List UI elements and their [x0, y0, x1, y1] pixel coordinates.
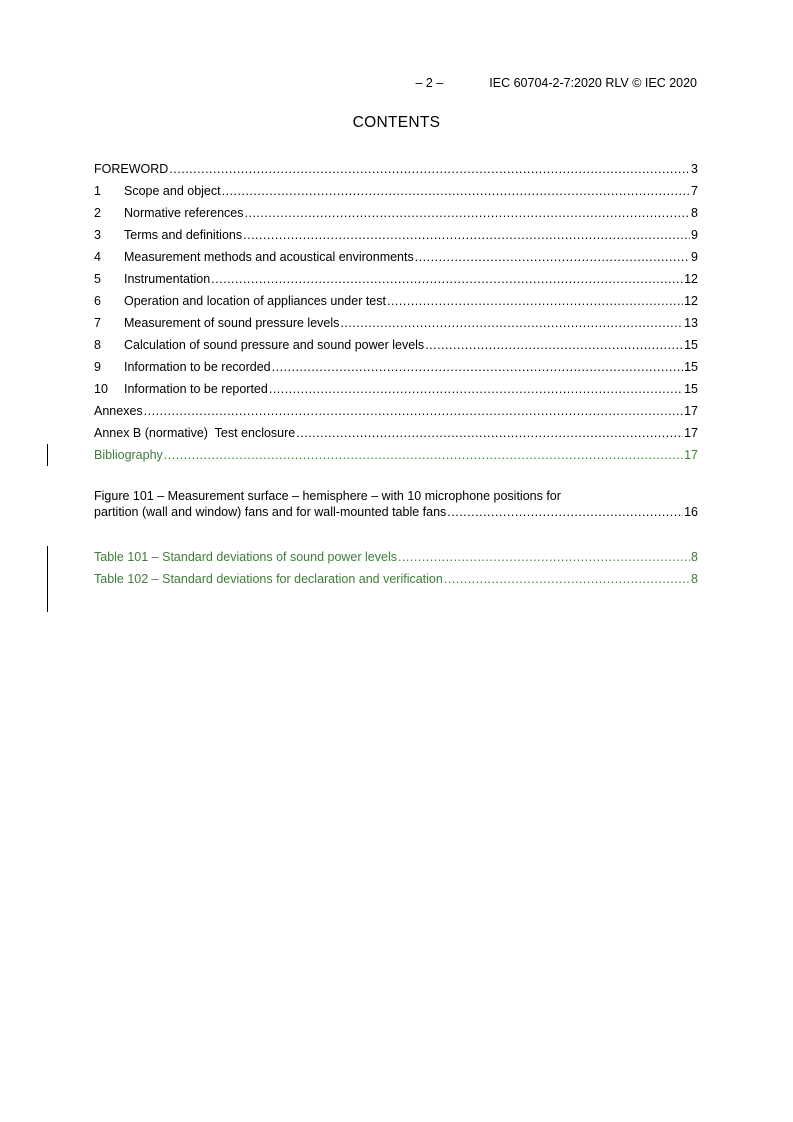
- toc-entry-1[interactable]: [94, 180, 698, 202]
- toc-entry-table-101[interactable]: [94, 546, 698, 568]
- toc-leader-dots: [164, 444, 683, 466]
- toc-entry-6[interactable]: [94, 290, 698, 312]
- toc-entry-foreword[interactable]: [94, 158, 698, 180]
- toc-entry-page: 13: [684, 316, 698, 330]
- toc-leader-dots: [387, 290, 683, 312]
- toc-entry-page: 15: [684, 360, 698, 374]
- toc-entry-number: 5: [94, 272, 101, 286]
- toc-entry-label: Information to be recorded: [124, 360, 271, 374]
- toc-entry-page: 15: [684, 382, 698, 396]
- toc-leader-dots: [169, 158, 690, 180]
- toc-entry-figure-101[interactable]: [94, 488, 698, 520]
- toc-leader-dots: [340, 312, 683, 334]
- header-page-number: – 2 –: [415, 76, 444, 90]
- toc-entry-page: 3: [691, 162, 698, 176]
- toc-entry-label: Annexes: [94, 404, 143, 418]
- toc-leader-dots: [425, 334, 683, 356]
- toc-entry-table-102[interactable]: [94, 568, 698, 590]
- toc-leader-dots: [211, 268, 683, 290]
- toc-leader-dots: [245, 202, 691, 224]
- toc-entry-page: 17: [684, 404, 698, 418]
- page-title: CONTENTS: [352, 114, 441, 131]
- toc-entry-page: 9: [691, 250, 698, 264]
- toc-entry-number: 2: [94, 206, 101, 220]
- toc-entry-number: 7: [94, 316, 101, 330]
- toc-leader-dots: [243, 224, 690, 246]
- toc-entry-page: 17: [684, 426, 698, 440]
- change-bar-bibliography: [47, 444, 48, 466]
- page-header: [415, 76, 697, 90]
- toc-entry-page: 8: [691, 572, 698, 586]
- toc-leader-dots: [144, 400, 683, 422]
- toc-tables-list: [94, 546, 698, 590]
- change-bar-tables: [47, 546, 48, 612]
- toc-entry-number: 9: [94, 360, 101, 374]
- toc-entry-4[interactable]: [94, 246, 698, 268]
- toc-leader-dots: [269, 378, 683, 400]
- toc-entry-annex-b[interactable]: [94, 422, 698, 444]
- toc-main-list: [94, 158, 698, 466]
- toc-entry-page: 15: [684, 338, 698, 352]
- toc-entry-number: 4: [94, 250, 101, 264]
- toc-entry-7[interactable]: [94, 312, 698, 334]
- toc-entry-number: 8: [94, 338, 101, 352]
- toc-entry-label: Measurement of sound pressure levels: [124, 316, 340, 330]
- toc-leader-dots: [222, 180, 690, 202]
- toc-leader-dots: [398, 546, 690, 568]
- toc-leader-dots: [272, 356, 683, 378]
- toc-entry-8[interactable]: [94, 334, 698, 356]
- toc-leader-dots: [415, 246, 690, 268]
- toc-entry-number: 6: [94, 294, 101, 308]
- toc-entry-page: 8: [691, 550, 698, 564]
- toc-leader-dots: [444, 568, 690, 590]
- toc-entry-page: 17: [684, 448, 698, 462]
- toc-entry-label: Instrumentation: [124, 272, 211, 286]
- toc-entry-label: Terms and definitions: [124, 228, 243, 242]
- toc-entry-2[interactable]: [94, 202, 698, 224]
- toc-entry-annexes[interactable]: [94, 400, 698, 422]
- toc-entry-number: 1: [94, 184, 101, 198]
- toc-entry-number: 10: [94, 382, 108, 396]
- toc-entry-label: Scope and object: [124, 184, 221, 198]
- figure-label-line2-row: [94, 504, 698, 520]
- toc-entry-page: 9: [691, 228, 698, 242]
- header-reference: IEC 60704-2-7:2020 RLV © IEC 2020: [489, 76, 697, 90]
- figure-label-line1: Figure 101 – Measurement surface – hemisphere – with 10 microphone positions for: [94, 489, 561, 503]
- toc-entry-label: Calculation of sound pressure and sound power levels: [124, 338, 425, 352]
- toc-entry-label: Bibliography: [94, 448, 163, 462]
- toc-entry-page: 8: [691, 206, 698, 220]
- toc-entry-number: 3: [94, 228, 101, 242]
- toc-entry-page: 12: [684, 294, 698, 308]
- toc-entry-label: Measurement methods and acoustical environments: [124, 250, 414, 264]
- toc-entry-label: Table 102 – Standard deviations for declaration and verification: [94, 572, 443, 586]
- toc-entry-page: 7: [691, 184, 698, 198]
- toc-entry-bibliography[interactable]: [94, 444, 698, 466]
- toc-entry-label: FOREWORD: [94, 162, 169, 176]
- toc-entry-label: Table 101 – Standard deviations of sound power levels: [94, 550, 397, 564]
- toc-entry-label: Information to be reported: [124, 382, 268, 396]
- figure-label-line2: partition (wall and window) fans and for wall-mounted table fans: [94, 505, 447, 519]
- toc-entry-label: Operation and location of appliances under test: [124, 294, 386, 308]
- toc-entry-label: Normative references: [124, 206, 244, 220]
- toc-entry-label: Annex B (normative) Test enclosure: [94, 426, 296, 440]
- toc-entry-page: 16: [684, 505, 698, 519]
- toc-entry-5[interactable]: [94, 268, 698, 290]
- toc-entry-page: 12: [684, 272, 698, 286]
- toc-entry-3[interactable]: [94, 224, 698, 246]
- toc-leader-dots: [296, 422, 683, 444]
- toc-entry-10[interactable]: [94, 378, 698, 400]
- toc-entry-9[interactable]: [94, 356, 698, 378]
- toc-leader-dots: [447, 504, 683, 520]
